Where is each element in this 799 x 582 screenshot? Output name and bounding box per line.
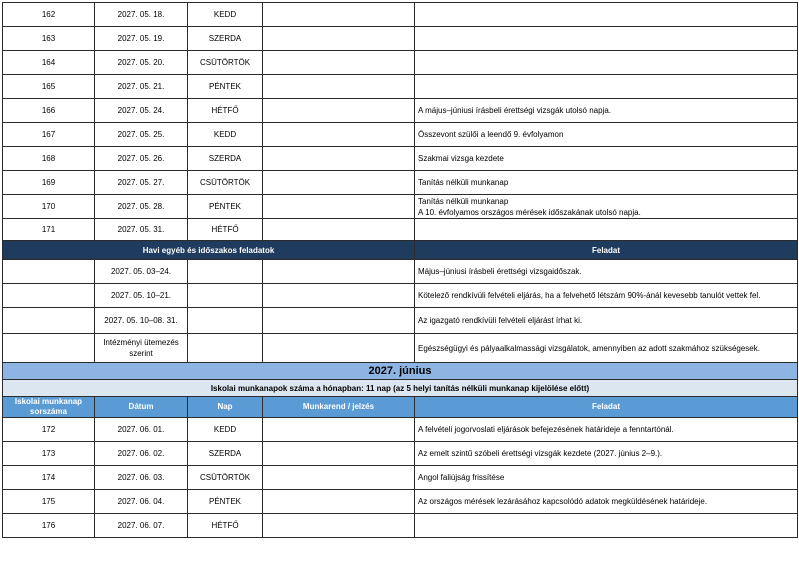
task-cell: Kötelező rendkívüli felvételi eljárás, ha a felvehető létszám 90%-ánál kevesebb tanulót vettek fel. — [415, 284, 798, 308]
column-header-date: Dátum — [95, 397, 188, 418]
date-cell: 2027. 06. 07. — [95, 514, 188, 538]
work-cell — [263, 147, 415, 171]
work-cell — [263, 514, 415, 538]
work-cell — [263, 490, 415, 514]
periodic-row — [3, 260, 798, 284]
column-header-day: Nap — [188, 397, 263, 418]
workday-number: 166 — [3, 99, 95, 123]
task-cell: Az emelt szintű szóbeli érettségi vizsgák kezdete (2027. június 2–9.). — [415, 442, 798, 466]
date-cell: 2027. 06. 01. — [95, 418, 188, 442]
periodic-header-task: Feladat — [415, 241, 798, 260]
table-row — [3, 75, 798, 99]
day-cell: SZERDA — [188, 442, 263, 466]
empty-cell — [3, 260, 95, 284]
table-row — [3, 466, 798, 490]
work-cell — [263, 219, 415, 241]
workday-number: 162 — [3, 3, 95, 27]
day-cell: PÉNTEK — [188, 75, 263, 99]
day-cell: CSÜTÖRTÖK — [188, 171, 263, 195]
period-cell: 2027. 05. 03–24. — [95, 260, 188, 284]
task-line: A 10. évfolyamos országos mérések időszakának utolsó napja. — [418, 207, 641, 217]
workday-number: 172 — [3, 418, 95, 442]
date-cell: 2027. 05. 31. — [95, 219, 188, 241]
empty-cell — [188, 260, 263, 284]
workday-number: 174 — [3, 466, 95, 490]
work-cell — [263, 123, 415, 147]
workday-number: 163 — [3, 27, 95, 51]
empty-cell — [188, 284, 263, 308]
periodic-header-label: Havi egyéb és időszakos feladatok — [3, 241, 415, 260]
task-cell: Egészségügyi és pályaalkalmassági vizsgálatok, amennyiben az adott szakmához szükségesek. — [415, 334, 798, 363]
month-title: 2027. június — [3, 363, 798, 380]
task-cell: Az országos mérések lezárásához kapcsolódó adatok megküldésének határideje. — [415, 490, 798, 514]
periodic-row — [3, 284, 798, 308]
date-cell: 2027. 06. 03. — [95, 466, 188, 490]
period-line: szerint — [129, 349, 153, 358]
date-cell: 2027. 05. 28. — [95, 195, 188, 219]
work-cell — [263, 3, 415, 27]
periodic-header-row — [3, 241, 798, 260]
calendar-table — [2, 2, 798, 538]
table-row — [3, 219, 798, 241]
date-cell: 2027. 05. 20. — [95, 51, 188, 75]
task-cell: A felvételi jogorvoslati eljárások befejezésének határideje a fenntartónál. — [415, 418, 798, 442]
day-cell: CSÜTÖRTÖK — [188, 51, 263, 75]
work-cell — [263, 466, 415, 490]
table-row — [3, 171, 798, 195]
empty-cell — [263, 308, 415, 334]
date-cell: 2027. 05. 26. — [95, 147, 188, 171]
table-row — [3, 147, 798, 171]
task-cell — [415, 3, 798, 27]
day-cell: PÉNTEK — [188, 490, 263, 514]
date-cell: 2027. 06. 04. — [95, 490, 188, 514]
periodic-row — [3, 308, 798, 334]
table-row — [3, 442, 798, 466]
month-info: Iskolai munkanapok száma a hónapban: 11 nap (az 5 helyi tanítás nélküli munkanap kijelölése előtt) — [3, 380, 798, 397]
task-cell: Angol faliújság frissítése — [415, 466, 798, 490]
table-row — [3, 123, 798, 147]
task-cell: Május–júniusi írásbeli érettségi vizsgaidőszak. — [415, 260, 798, 284]
table-row — [3, 99, 798, 123]
column-header-number-line: sorszáma — [30, 407, 67, 416]
empty-cell — [188, 334, 263, 363]
day-cell: CSÜTÖRTÖK — [188, 466, 263, 490]
task-line: Tanítás nélküli munkanap — [418, 196, 509, 206]
day-cell: PÉNTEK — [188, 195, 263, 219]
table-row — [3, 27, 798, 51]
day-cell: KEDD — [188, 418, 263, 442]
task-cell — [415, 27, 798, 51]
month-info-row — [3, 380, 798, 397]
column-header-row — [3, 397, 798, 418]
empty-cell — [3, 284, 95, 308]
task-cell — [415, 75, 798, 99]
period-cell — [95, 334, 188, 363]
workday-number: 165 — [3, 75, 95, 99]
work-cell — [263, 27, 415, 51]
work-cell — [263, 99, 415, 123]
empty-cell — [3, 334, 95, 363]
empty-cell — [3, 308, 95, 334]
task-cell: Az igazgató rendkívüli felvételi eljárást írhat ki. — [415, 308, 798, 334]
day-cell: SZERDA — [188, 147, 263, 171]
day-cell: HÉTFŐ — [188, 514, 263, 538]
day-cell: HÉTFŐ — [188, 99, 263, 123]
task-cell — [415, 51, 798, 75]
date-cell: 2027. 05. 25. — [95, 123, 188, 147]
column-header-number-line: Iskolai munkanap — [14, 397, 83, 406]
work-cell — [263, 171, 415, 195]
work-cell — [263, 51, 415, 75]
day-cell: HÉTFŐ — [188, 219, 263, 241]
column-header-work: Munkarend / jelzés — [263, 397, 415, 418]
table-row — [3, 51, 798, 75]
table-row — [3, 418, 798, 442]
task-cell: Összevont szülői a leendő 9. évfolyamon — [415, 123, 798, 147]
task-cell: A május–júniusi írásbeli érettségi vizsgák utolsó napja. — [415, 99, 798, 123]
workday-number: 170 — [3, 195, 95, 219]
column-header-number — [3, 397, 95, 418]
task-cell — [415, 195, 798, 219]
empty-cell — [263, 260, 415, 284]
workday-number: 171 — [3, 219, 95, 241]
task-cell: Tanítás nélküli munkanap — [415, 171, 798, 195]
work-cell — [263, 75, 415, 99]
workday-number: 168 — [3, 147, 95, 171]
table-row — [3, 490, 798, 514]
date-cell: 2027. 05. 18. — [95, 3, 188, 27]
empty-cell — [263, 284, 415, 308]
empty-cell — [188, 308, 263, 334]
date-cell: 2027. 05. 24. — [95, 99, 188, 123]
workday-number: 167 — [3, 123, 95, 147]
workday-number: 175 — [3, 490, 95, 514]
day-cell: KEDD — [188, 123, 263, 147]
period-cell: 2027. 05. 10–08. 31. — [95, 308, 188, 334]
period-line: Intézményi ütemezés — [103, 338, 179, 347]
table-row — [3, 3, 798, 27]
workday-number: 169 — [3, 171, 95, 195]
work-cell — [263, 418, 415, 442]
table-row — [3, 514, 798, 538]
workday-number: 176 — [3, 514, 95, 538]
workday-number: 164 — [3, 51, 95, 75]
date-cell: 2027. 06. 02. — [95, 442, 188, 466]
task-cell — [415, 219, 798, 241]
task-cell — [415, 514, 798, 538]
workday-number: 173 — [3, 442, 95, 466]
periodic-row — [3, 334, 798, 363]
column-header-task: Feladat — [415, 397, 798, 418]
work-cell — [263, 442, 415, 466]
work-cell — [263, 195, 415, 219]
date-cell: 2027. 05. 27. — [95, 171, 188, 195]
day-cell: KEDD — [188, 3, 263, 27]
empty-cell — [263, 334, 415, 363]
month-title-row — [3, 363, 798, 380]
day-cell: SZERDA — [188, 27, 263, 51]
period-cell: 2027. 05. 10–21. — [95, 284, 188, 308]
date-cell: 2027. 05. 21. — [95, 75, 188, 99]
task-cell: Szakmai vizsga kezdete — [415, 147, 798, 171]
table-row — [3, 195, 798, 219]
date-cell: 2027. 05. 19. — [95, 27, 188, 51]
